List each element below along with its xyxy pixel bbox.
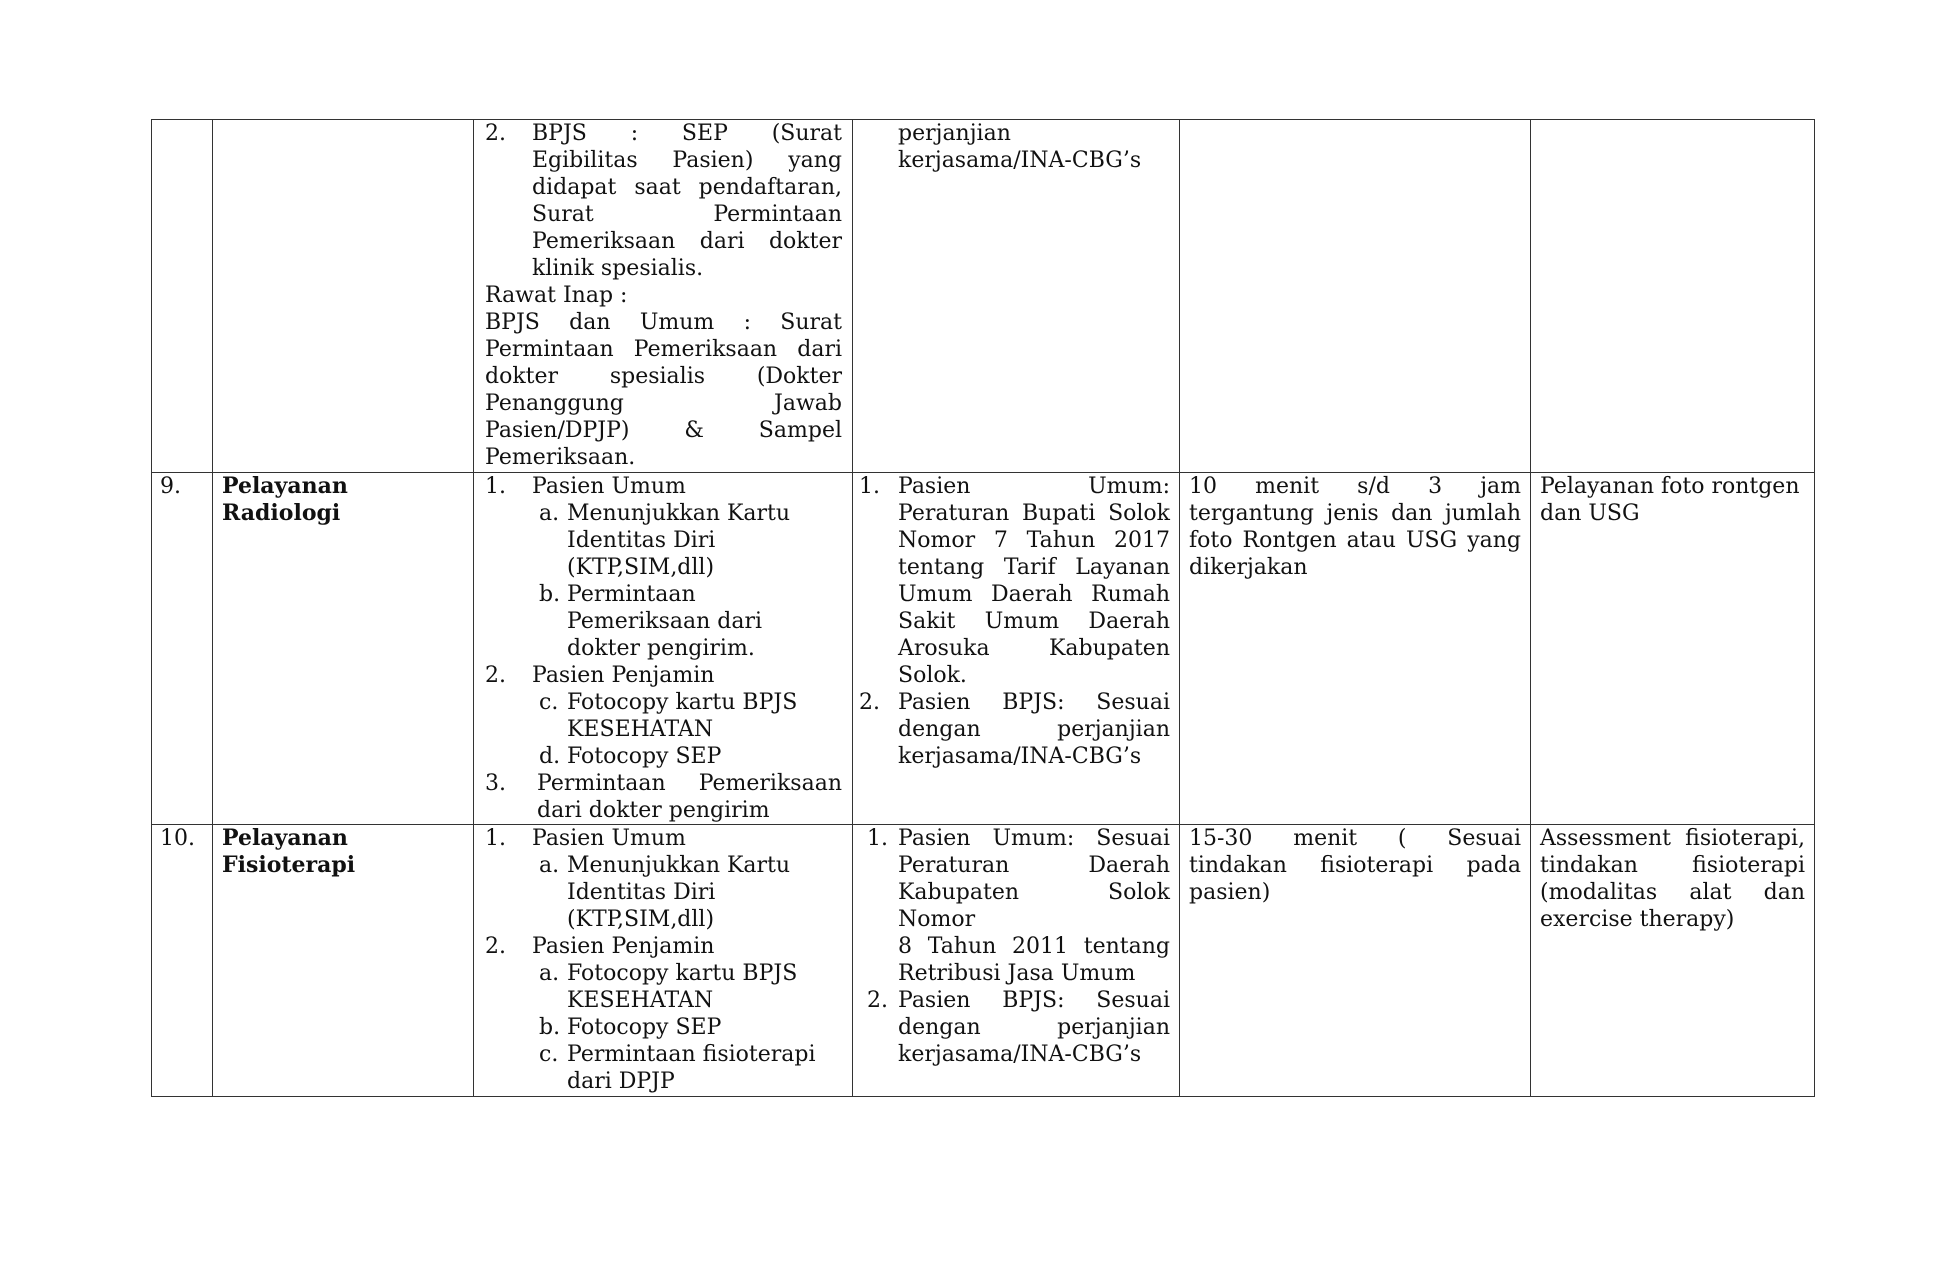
table-row	[152, 473, 1815, 825]
text-line: dan USG	[1540, 501, 1640, 526]
sub-list-marker: b.	[539, 582, 561, 607]
requirements-cell	[474, 120, 853, 473]
row-number-cell	[152, 825, 213, 1097]
text-line: pasien)	[1189, 880, 1271, 905]
sub-list-item	[485, 1014, 842, 1041]
text-line: dengan perjanjian	[898, 717, 1170, 742]
list-marker: 1.	[867, 826, 888, 851]
sub-list-item	[485, 581, 842, 662]
text-line: dari DPJP	[567, 1069, 675, 1094]
list-marker: 2.	[859, 690, 880, 715]
text-line: Fotocopy kartu BPJS	[567, 690, 798, 715]
table-row	[152, 825, 1815, 1097]
service-name-cell	[213, 120, 474, 473]
service-name-line: Radiologi	[222, 500, 341, 526]
text-line: foto Rontgen atau USG yang	[1189, 528, 1521, 553]
list-marker: 2.	[867, 988, 888, 1013]
text-line: Kabupaten Solok Nomor	[898, 880, 1170, 932]
row-number: 9.	[160, 474, 181, 499]
sub-list-item	[485, 743, 842, 770]
list-item	[859, 689, 1170, 770]
tariff-cell	[853, 120, 1180, 473]
text-line: Pelayanan foto rontgen	[1540, 474, 1800, 499]
tariff-cell	[853, 473, 1180, 825]
text-line: dokter pengirim.	[567, 636, 755, 661]
text-line: KESEHATAN	[567, 717, 714, 742]
text-line: dikerjakan	[1189, 555, 1308, 580]
text-line: Peraturan Bupati Solok	[898, 501, 1170, 526]
text-line: 10 menit s/d 3 jam	[1189, 474, 1521, 499]
tariff-cell	[853, 825, 1180, 1097]
rawat-inap-label: Rawat Inap :	[485, 283, 628, 308]
sub-list-item	[485, 852, 842, 933]
text-line: Nomor 7 Tahun 2017	[898, 528, 1170, 553]
list-item	[485, 120, 842, 282]
text-line: Peraturan Daerah	[898, 853, 1170, 878]
sub-list-marker: c.	[539, 690, 559, 715]
table-row	[152, 120, 1815, 473]
sub-list-marker: a.	[539, 501, 560, 526]
sub-list-marker: d.	[539, 744, 561, 769]
text-line: Pemeriksaan dari dokter	[532, 229, 842, 254]
text-line: 8 Tahun 2011 tentang	[898, 934, 1170, 959]
text-line: perjanjian	[898, 121, 1011, 146]
text-line: Permintaan fisioterapi	[567, 1042, 816, 1067]
text-line: Pasien Umum:	[898, 474, 1170, 499]
text-line: didapat saat pendaftaran,	[532, 175, 842, 200]
sub-list-item	[485, 1041, 842, 1095]
text-line: Permintaan	[567, 582, 696, 607]
list-marker: 2.	[485, 663, 506, 688]
text-line: kerjasama/INA-CBG’s	[898, 1042, 1142, 1067]
list-item-label: Pasien Penjamin	[532, 934, 715, 959]
service-name-line: Pelayanan	[222, 825, 348, 851]
text-line: Retribusi Jasa Umum	[898, 961, 1136, 986]
text-line: tindakan fisioterapi	[1540, 853, 1805, 878]
list-marker: 1.	[859, 474, 880, 499]
text-line: tergantung jenis dan jumlah	[1189, 501, 1521, 526]
list-item	[867, 987, 1170, 1068]
text-line: (modalitas alat dan	[1540, 880, 1805, 905]
text-line: Sakit Umum Daerah	[898, 609, 1170, 634]
text-line: Fotocopy SEP	[567, 1015, 722, 1040]
text-line: Permintaan Pemeriksaan dari	[485, 337, 842, 362]
time-cell	[1180, 825, 1531, 1097]
row-number-cell	[152, 473, 213, 825]
product-cell	[1531, 825, 1815, 1097]
text-line: tentang Tarif Layanan	[898, 555, 1170, 580]
list-marker: 3.	[485, 771, 506, 796]
text-line: Menunjukkan Kartu	[567, 501, 791, 526]
text-line: exercise therapy)	[1540, 907, 1735, 932]
text-line: (KTP,SIM,dll)	[567, 555, 715, 580]
text-line: Arosuka Kabupaten	[898, 636, 1170, 661]
text-line: Pemeriksaan.	[485, 445, 636, 470]
text-line: tindakan fisioterapi pada	[1189, 853, 1521, 878]
text-line: Fotocopy kartu BPJS	[567, 961, 798, 986]
text-line: Assessment fisioterapi,	[1540, 826, 1805, 851]
product-cell	[1531, 473, 1815, 825]
text-line: Menunjukkan Kartu	[567, 853, 791, 878]
sub-list-item	[485, 689, 842, 743]
list-item	[485, 825, 842, 852]
sub-list-marker: a.	[539, 853, 560, 878]
text-line: dokter spesialis (Dokter	[485, 364, 842, 389]
text-line: dari dokter pengirim	[537, 798, 770, 823]
text-line: BPJS dan Umum : Surat	[485, 310, 842, 335]
text-line: Pasien Umum: Sesuai	[898, 826, 1170, 851]
service-name-cell	[213, 473, 474, 825]
list-item	[859, 473, 1170, 689]
service-standard-table	[151, 119, 1815, 1097]
sub-list-item	[485, 500, 842, 581]
time-cell	[1180, 120, 1531, 473]
text-line: (KTP,SIM,dll)	[567, 907, 715, 932]
text-line: Egibilitas Pasien) yang	[532, 148, 842, 173]
requirements-cell	[474, 473, 853, 825]
text-line: Identitas Diri	[567, 528, 716, 553]
list-marker: 1.	[485, 826, 506, 851]
text-line: Umum Daerah Rumah	[898, 582, 1170, 607]
list-item	[485, 933, 842, 960]
text-line: Pasien BPJS: Sesuai	[898, 690, 1170, 715]
text-line: klinik spesialis.	[532, 256, 704, 281]
text-line: kerjasama/INA-CBG’s	[898, 148, 1142, 173]
product-cell	[1531, 120, 1815, 473]
sub-list-marker: b.	[539, 1015, 561, 1040]
list-marker: 1.	[485, 474, 506, 499]
service-name-line: Fisioterapi	[222, 852, 356, 878]
sub-list-item	[485, 960, 842, 1014]
row-number: 10.	[160, 826, 195, 851]
service-name-cell	[213, 825, 474, 1097]
text-line: Surat Permintaan	[532, 202, 842, 227]
list-marker: 2.	[485, 121, 506, 146]
text-line: Identitas Diri	[567, 880, 716, 905]
text-line: Permintaan Pemeriksaan	[537, 771, 842, 796]
text-line: Solok.	[898, 663, 967, 688]
text-line: Penanggung Jawab	[485, 391, 842, 416]
service-name-line: Pelayanan	[222, 473, 348, 499]
list-item	[485, 473, 842, 500]
text-line: Pasien/DPJP) & Sampel	[485, 418, 842, 443]
list-item	[485, 662, 842, 689]
text-line: kerjasama/INA-CBG’s	[898, 744, 1142, 769]
text-line: Fotocopy SEP	[567, 744, 722, 769]
text-line: KESEHATAN	[567, 988, 714, 1013]
list-item-label: Pasien Penjamin	[532, 663, 715, 688]
text-line: dengan perjanjian	[898, 1015, 1170, 1040]
list-item	[867, 825, 1170, 987]
text-line: Pemeriksaan dari	[567, 609, 763, 634]
text-line: Pasien BPJS: Sesuai	[898, 988, 1170, 1013]
sub-list-marker: c.	[539, 1042, 559, 1067]
requirements-cell	[474, 825, 853, 1097]
list-item-label: Pasien Umum	[532, 474, 686, 499]
sub-list-marker: a.	[539, 961, 560, 986]
text-line: BPJS : SEP (Surat	[532, 121, 842, 146]
row-number-cell	[152, 120, 213, 473]
list-marker: 2.	[485, 934, 506, 959]
text-line: 15-30 menit ( Sesuai	[1189, 826, 1521, 851]
time-cell	[1180, 473, 1531, 825]
list-item-label: Pasien Umum	[532, 826, 686, 851]
list-item	[485, 770, 842, 824]
